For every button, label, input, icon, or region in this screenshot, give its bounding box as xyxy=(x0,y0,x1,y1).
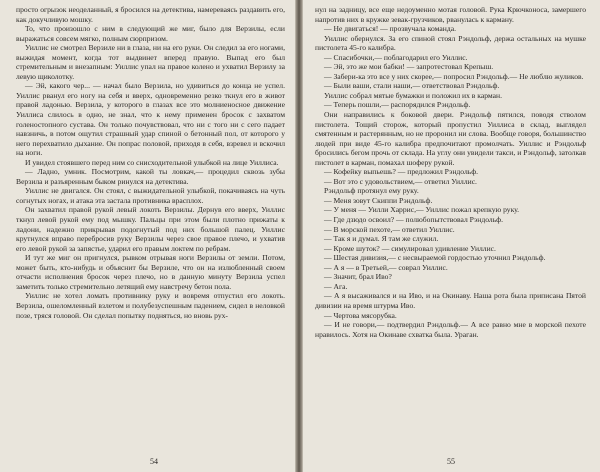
paragraph: — Теперь пошли,— распорядился Рэндольф. xyxy=(324,100,471,110)
paragraph: — Эй, какого чер... — начал было Верзила, но удивиться до конца не успел. Уиллис рванул его ногу на себя и вверх, одновременно резко ткнул его в живот правой ладонью. Верзила, у которого в глазах все это молниеносное движение Уиллиса слилось в одно, не знал, что к нему применен бросок с захватом голеностопного сустава. Он только почувствовал, что ни с того ни с сего падает навзничь, в потом ощутил страшный удар спиной о бетонный пол, от которого у него перехватило дыхание. Он попрас половой, приходя в себя, взревел и вскочил на ноги. xyxy=(16,81,285,158)
paragraph: То, что произошло с ним в следующий же миг, было для Верзилы, если выражаться совсем мягко, полным сюрпризом. xyxy=(16,24,285,43)
paragraph: Рэндольф протянул ему руку. xyxy=(324,186,419,196)
paragraph: — В морской пехоте,— ответил Уиллис. xyxy=(324,224,455,234)
paragraph: — Вот это с удовольствием,— ответил Уиллис. xyxy=(324,176,477,186)
right-page-number: 55 xyxy=(447,457,455,466)
left-page xyxy=(0,0,296,472)
paragraph: Уиллис не хотел ломать противнику руку и вовремя отпустил его локоть. Верзила, ошеломленный взлетом и полубезуспешным падением, сидел в неловкой позе, тряся головой. Он сделал попытку подняться, но вновь рух- xyxy=(16,291,285,320)
paragraph: Уиллис обернулся. За его спиной стоял Рэндольф, держа остальных на мушке пистолета 45-го калибра. xyxy=(315,33,586,53)
paragraph: И тут же миг он пригнулся, рывком отрывая ноги Верзилы от земли. Потом, может быть, кто-нибудь и объяснит бы Верзиле, что он на излюбленный своем отчасти исполнения бросок через плечо, но в данную минуту Верзила успел заметить только стремительно летящий ему навстречу бетон пола. xyxy=(16,253,285,291)
left-page-number: 54 xyxy=(150,457,158,466)
paragraph: — Чертова мясорубка. xyxy=(324,310,397,320)
left-page-text xyxy=(16,5,285,320)
right-page xyxy=(302,0,600,472)
paragraph: — Не двигаться! — прозвучала команда. xyxy=(324,24,456,34)
paragraph: — Так я и думал. Я там же служил. xyxy=(324,234,439,244)
paragraph: — Значит, брал Иво? xyxy=(324,272,392,282)
paragraph: Он захватил правой рукой левый локоть Верзилы. Дернув его вверх, Уиллис ткнул левой рукой ему под мышку. Пальцы при этом были плотно прижаты к ладони, надежно прикрывая подогнутый под них большой палец. Уиллис крутнулся вправо перебросив руку Верзилы через свое правое плечо, и ухватив его левой рукой за запястье, ударил его правым локтем по ребрам. xyxy=(16,205,285,253)
paragraph: Уиллис не смотрел Верзиле ни в глаза, ни на его руки. Он следил за его ногами, выжидая момент, когда тот выдвинет вперед правую. Выпад его был стремительным и внезапным: Уиллис упал на правое колено и ухватил Верзилу за левую щиколотку. xyxy=(16,43,285,81)
paragraph: — Шестая дивизия,— с несвыраемой гордостью уточнил Рэндольф. xyxy=(324,253,546,263)
paragraph: — У меня — Уилли Харрис,— Уиллис пожал крепкую руку. xyxy=(324,205,520,215)
paragraph: — А я высаживался и на Иво, и на Окинаву. Наша рота была приписана Пятой дивизии на время штурма Иво. xyxy=(315,291,586,310)
paragraph: — Меня зовут Скиппи Рэндольф. xyxy=(324,195,433,205)
paragraph: — Ага. xyxy=(324,281,348,291)
paragraph: — Кроме шуток? — симулировал удивление Уиллис. xyxy=(324,243,496,253)
paragraph: нул на задницу, все еще недоуменно мотая головой. Рука Крючконоса, замершего напротив них в кружке зевак-грузчиков, рванулась к карману. xyxy=(315,5,586,24)
paragraph: — Забери-ка это все у них скорее,— попросил Рэндольф.— Не люблю жуликов. xyxy=(324,71,584,81)
paragraph: Уиллис не двигался. Он стоял, с выжидательной улыбкой, покачиваясь на чуть согнутых ногах, и атака эта застала противника врасплох. xyxy=(16,186,285,205)
paragraph: И увидел стоявшего перед ним со снисходительной улыбкой на лице Уиллиса. xyxy=(25,157,279,167)
paragraph: — Эй, это же мои бабки! — запротестовал Крепыш. xyxy=(324,62,494,72)
paragraph: Они направились к боковой двери. Рэндольф пятился, поводя стволом пистолета. Тощий сторож, который пропустил Уиллиса в склад, выглядел смятенным и растерянным, но не проронил ни слова. Вообще говоря, большинство людей при виде 45-го калибра предпочитают промолчать. Уиллис и Рэндольф бросились бегом прочь от склада. На углу они увидели такси, и Рэндольф, затолкав пистолет в карман, помахал шоферу рукой. xyxy=(315,110,586,167)
right-page-text xyxy=(315,5,586,339)
paragraph: — Спасибочки,— поблагодарил его Уиллис. xyxy=(324,52,468,62)
paragraph: — И не говори,— подтвердил Рэндольф.— А все равно мне в морской пехоте нравилось. Хотя на Окинаве схватка была. Ураган. xyxy=(315,320,586,339)
paragraph: — Были ваши, стали наши,— ответствовал Рэндольф. xyxy=(324,81,500,91)
paragraph: просто огрызок неоделанный, я бросился на детектива, намереваясь раздавить его, как докучливую мошку. xyxy=(16,5,285,24)
paragraph: — Где дзюдо освоил? — полюбопытствовал Рэндольф. xyxy=(324,215,504,225)
paragraph: — Ладно, умник. Посмотрим, какой ты ловкач,— процедил сквозь зубы Верзила и разъяренным быком ринулся на детектива. xyxy=(16,167,285,186)
paragraph: — А я — в Третьей,— соврал Уиллис. xyxy=(324,262,448,272)
paragraph: — Кофейку выпьешь? — предложил Рэндольф. xyxy=(324,167,479,177)
paragraph: Уиллис собрал мятые бумажки и положил их в карман. xyxy=(324,90,502,100)
